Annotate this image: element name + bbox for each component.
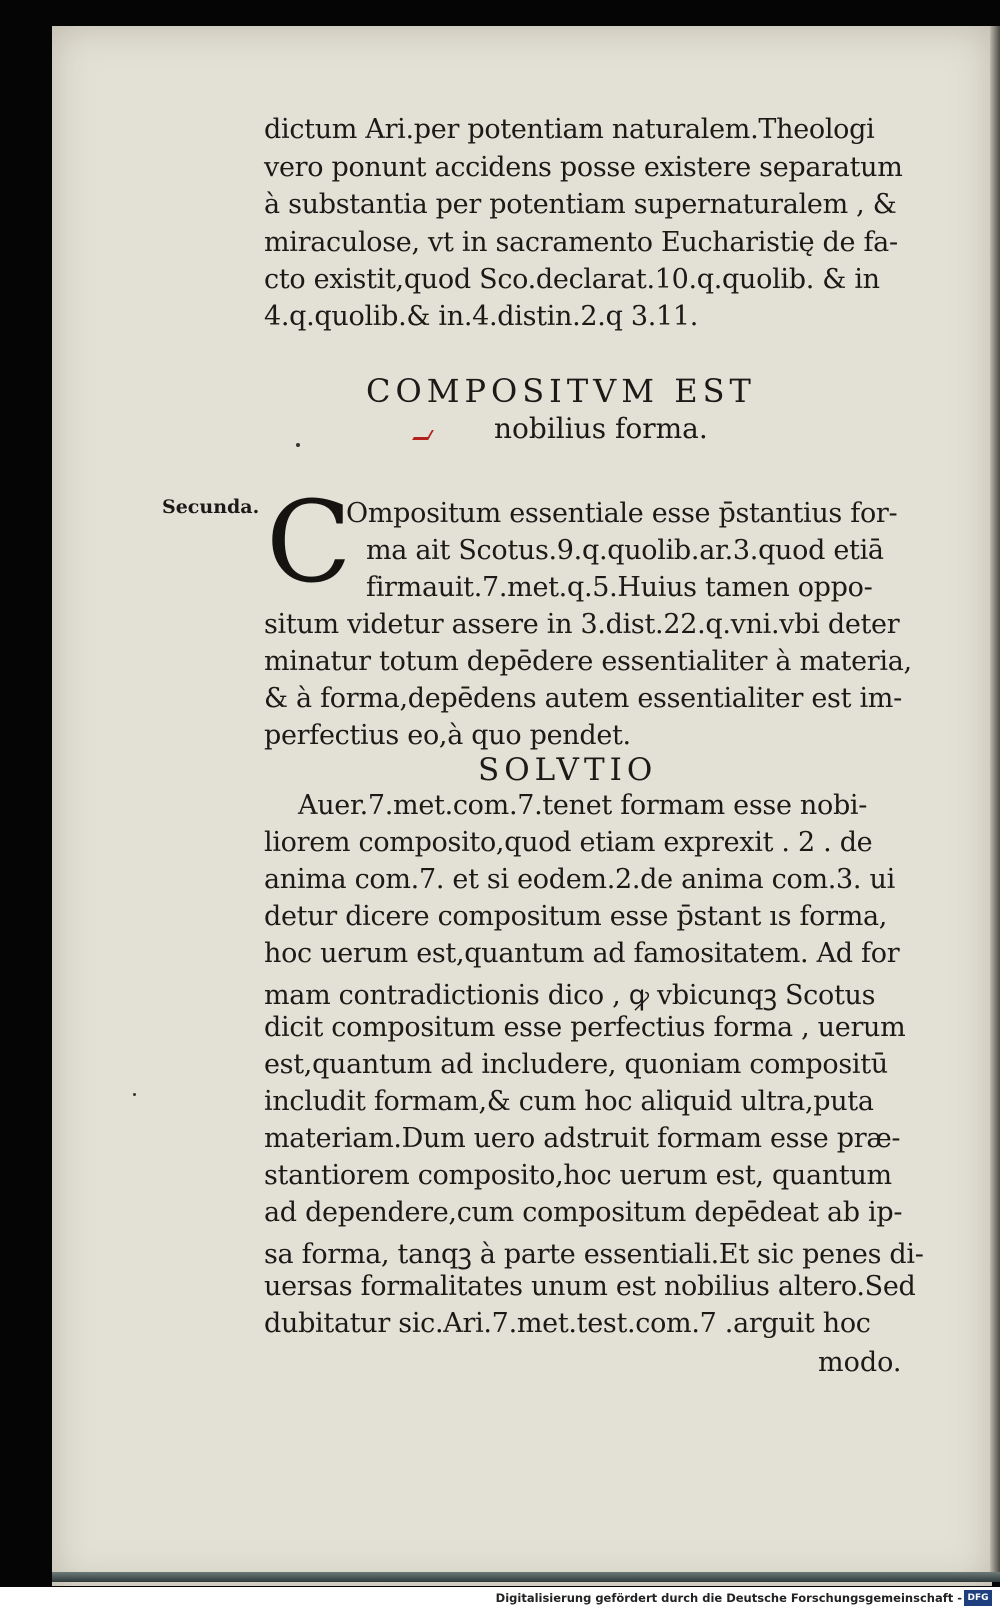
- text-line: ad dependere,cum compositum depēdeat ab ip-: [264, 1197, 903, 1228]
- text-line: vero ponunt accidens posse existere separatum: [264, 152, 903, 183]
- text-line: materiam.Dum uero adstruit formam esse præ-: [264, 1123, 901, 1154]
- text-line: includit formam,& cum hoc aliquid ultra,puta: [264, 1086, 874, 1117]
- page-edge-bottom: [52, 1572, 1000, 1582]
- footer-credit: Digitalisierung gefördert durch die Deutsche Forschungsgemeinschaft -: [495, 1591, 962, 1605]
- text-line: perfectius eo,à quo pendet.: [264, 720, 631, 751]
- text-line: sa forma, tanqꝫ à parte essentiali.Et sic penes di-: [264, 1239, 924, 1270]
- text-line: mam contradictionis dico , ꝙ vbicunqꝫ Scotus: [264, 980, 876, 1011]
- text-line: liorem composito,quod etiam exprexit . 2 . de: [264, 827, 873, 858]
- text-line: hoc uerum est,quantum ad famositatem. Ad for: [264, 938, 900, 969]
- ink-speck: [296, 443, 300, 447]
- text-line: & à forma,depēdens autem essentialiter est im-: [264, 683, 902, 714]
- dfg-logo: DFG: [964, 1590, 992, 1606]
- ink-speck: [133, 1093, 136, 1096]
- text-line: dictum Ari.per potentiam naturalem.Theologi: [264, 114, 875, 145]
- text-line: est,quantum ad includere, quoniam compositū: [264, 1049, 888, 1080]
- text-line: detur dicere compositum esse p̄stant ıs forma,: [264, 901, 888, 932]
- marginal-note: Secunda.: [162, 496, 260, 518]
- text-line: Ompositum essentiale esse p̄stantius for-: [346, 498, 898, 529]
- text-line: uersas formalitates unum est nobilius altero.Sed: [264, 1271, 916, 1302]
- text-line: Auer.7.met.com.7.tenet formam esse nobi-: [298, 790, 868, 821]
- catchword: modo.: [818, 1347, 902, 1378]
- page-edge-right: [990, 26, 1000, 1582]
- text-line: 4.q.quolib.& in.4.distin.2.q 3.11.: [264, 301, 699, 332]
- solutio-heading: SOLVTIO: [478, 752, 658, 788]
- text-line: situm videtur assere in 3.dist.22.q.vni.vbi deter: [264, 609, 900, 640]
- text-line: à substantia per potentiam supernaturalem , &: [264, 189, 897, 220]
- section-subheading: nobilius forma.: [494, 412, 708, 445]
- text-line: firmauit.7.met.q.5.Huius tamen oppo-: [366, 572, 873, 603]
- text-line: cto existit,quod Sco.declarat.10.q.quolib. & in: [264, 264, 880, 295]
- drop-cap: C: [266, 478, 352, 608]
- section-heading: COMPOSITVM EST: [366, 372, 756, 410]
- text-line: ma ait Scotus.9.q.quolib.ar.3.quod etiā: [366, 535, 884, 566]
- text-line: miraculose, vt in sacramento Eucharistię de fa-: [264, 227, 898, 258]
- text-line: stantiorem composito,hoc uerum est, quantum: [264, 1160, 892, 1191]
- text-line: dicit compositum esse perfectius forma , uerum: [264, 1012, 906, 1043]
- text-line: minatur totum depēdere essentialiter à materia,: [264, 646, 912, 677]
- text-line: anima com.7. et si eodem.2.de anima com.3. ui: [264, 864, 895, 895]
- text-line: dubitatur sic.Ari.7.met.test.com.7 .arguit hoc: [264, 1308, 871, 1339]
